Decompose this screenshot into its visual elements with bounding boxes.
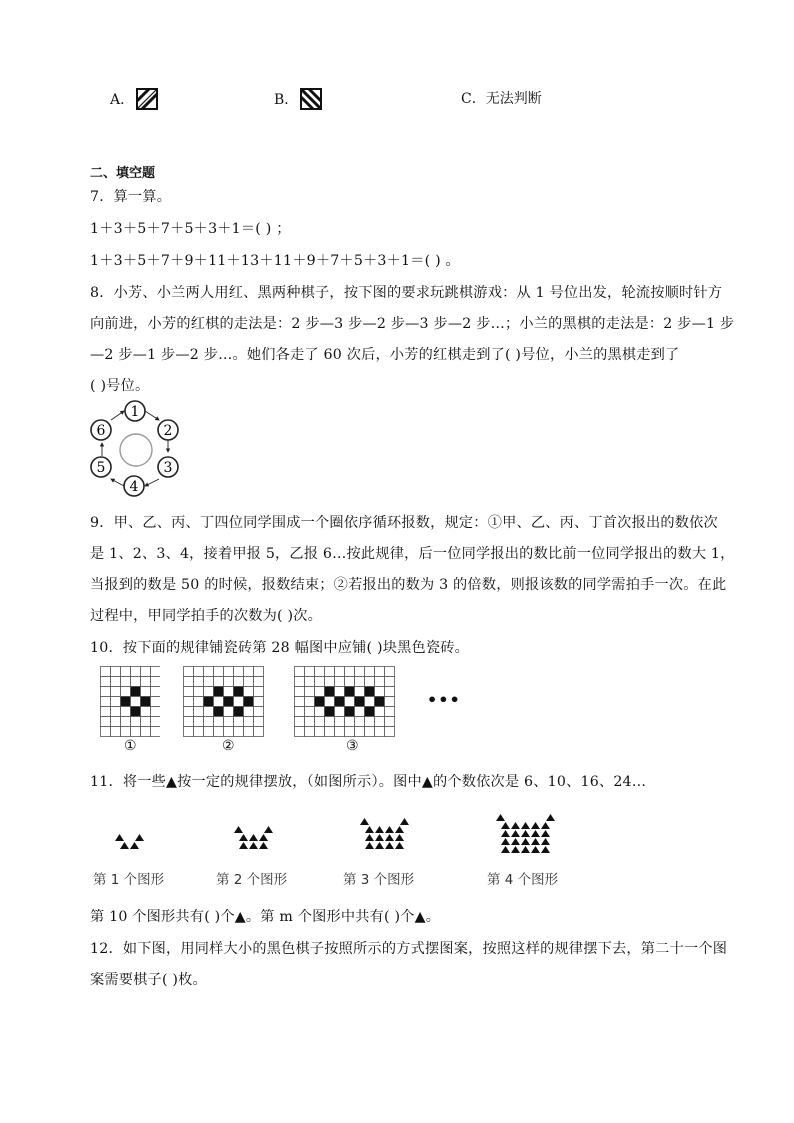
white-tile	[204, 727, 214, 737]
option-c-label: C．无法判断	[461, 91, 542, 107]
white-tile	[204, 667, 214, 677]
white-tile	[101, 667, 111, 677]
svg-text:3: 3	[163, 460, 173, 476]
white-tile	[345, 727, 355, 737]
triangle-mark	[385, 826, 394, 833]
white-tile	[345, 677, 355, 687]
q10-line-1: 10．按下面的规律铺瓷砖第 28 幅图中应铺( )块黑色瓷砖。	[90, 640, 470, 656]
white-tile	[121, 677, 131, 687]
white-tile	[131, 667, 141, 677]
triangle-mark	[259, 834, 268, 841]
triangle-mark	[501, 830, 510, 837]
white-tile	[194, 727, 204, 737]
white-tile	[111, 687, 121, 697]
white-tile	[194, 717, 204, 727]
triangle-mark	[130, 842, 139, 849]
triangle-mark	[249, 834, 258, 841]
white-tile	[254, 727, 264, 737]
white-tile	[194, 687, 204, 697]
white-tile	[111, 677, 121, 687]
white-tile	[305, 667, 315, 677]
triangle-mark	[249, 842, 258, 849]
white-tile	[184, 687, 194, 697]
svg-text:6: 6	[96, 423, 106, 439]
white-tile	[194, 667, 204, 677]
option-a-label: A．	[110, 92, 135, 108]
black-tile	[355, 697, 365, 707]
black-tile	[234, 687, 244, 697]
q12-line-2: 案需要棋子( )枚。	[90, 972, 207, 988]
white-tile	[315, 717, 325, 727]
white-tile	[101, 687, 111, 697]
position-1	[125, 401, 145, 421]
white-tile	[224, 707, 234, 717]
black-tile	[214, 687, 224, 697]
white-tile	[295, 667, 305, 677]
q7-line-1: 1＋3＋5＋7＋5＋3＋1＝( ) ；	[90, 221, 291, 237]
white-tile	[244, 677, 254, 687]
triangle-mark	[511, 838, 520, 845]
triangle-mark	[501, 822, 510, 829]
triangle-mark	[501, 838, 510, 845]
white-tile	[385, 677, 395, 687]
white-tile	[375, 717, 385, 727]
white-tile	[254, 687, 264, 697]
white-tile	[151, 697, 161, 707]
svg-text:1: 1	[130, 404, 140, 420]
white-tile	[151, 687, 161, 697]
black-tile	[131, 687, 141, 697]
white-tile	[365, 697, 375, 707]
white-tile	[111, 727, 121, 737]
white-tile	[335, 687, 345, 697]
white-tile	[141, 707, 151, 717]
white-tile	[355, 677, 365, 687]
white-tile	[335, 667, 345, 677]
white-tile	[101, 717, 111, 727]
black-tile	[204, 697, 214, 707]
q9-line-3: 当报到的数是 50 的时候，报数结束；②若报出的数为 3 的倍数，则报该数的同学需拍手一次。在此	[90, 577, 727, 593]
triangle-figure-1	[100, 812, 160, 852]
q12-line-1: 12．如下图，用同样大小的黑色棋子按照所示的方式摆图案，按照这样的规律摆下去，第二十一个图	[90, 941, 728, 957]
white-tile	[141, 667, 151, 677]
triangle-mark	[120, 842, 129, 849]
option-c[interactable]	[461, 88, 542, 108]
triangle-mark	[531, 838, 540, 845]
white-tile	[335, 727, 345, 737]
triangle-figure-4	[476, 800, 576, 856]
white-tile	[204, 707, 214, 717]
triangle-mark	[395, 826, 404, 833]
triangle-mark	[521, 846, 530, 853]
white-tile	[295, 677, 305, 687]
white-tile	[254, 707, 264, 717]
white-tile	[315, 727, 325, 737]
black-tile	[335, 697, 345, 707]
white-tile	[375, 677, 385, 687]
q8-line-1: 8．小芳、小兰两人用红、黑两种棋子，按下图的要求玩跳棋游戏：从 1 号位出发，轮流按顺时针方	[90, 285, 723, 301]
triangle-mark	[135, 834, 144, 841]
center-circle	[120, 434, 152, 466]
position-4	[124, 476, 144, 496]
triangle-figure-3	[340, 806, 430, 852]
white-tile	[315, 667, 325, 677]
white-tile	[385, 717, 395, 727]
position-5	[91, 457, 111, 477]
white-tile	[305, 687, 315, 697]
white-tile	[375, 707, 385, 717]
white-tile	[295, 697, 305, 707]
white-tile	[204, 717, 214, 727]
q9-line-2: 是 1、2、3、4，接着甲报 5，乙报 6…按此规律，后一位同学报出的数比前一位同学报出的数大 1，	[90, 546, 735, 562]
white-tile	[121, 727, 131, 737]
triangle-mark	[375, 834, 384, 841]
white-tile	[365, 677, 375, 687]
triangle-mark	[521, 822, 530, 829]
triangle-mark	[385, 834, 394, 841]
diagonal-slash-square-icon	[136, 88, 158, 110]
white-tile	[141, 687, 151, 697]
white-tile	[345, 697, 355, 707]
white-tile	[355, 667, 365, 677]
black-tile	[214, 707, 224, 717]
triangle-mark	[511, 822, 520, 829]
triangle-mark	[365, 842, 374, 849]
white-tile	[295, 707, 305, 717]
black-tile	[244, 697, 254, 707]
q7-title: 7．算一算。	[90, 189, 172, 205]
triangle-mark	[115, 834, 124, 841]
white-tile	[325, 667, 335, 677]
white-tile	[101, 677, 111, 687]
q7-line-2: 1＋3＋5＋7＋9＋11＋13＋11＋9＋7＋5＋3＋1＝( ) 。	[90, 253, 460, 269]
white-tile	[325, 717, 335, 727]
q9-line-1: 9．甲、乙、丙、丁四位同学围成一个圈依序循环报数，规定：①甲、乙、丙、丁首次报出的数依次	[90, 515, 718, 531]
white-tile	[355, 707, 365, 717]
white-tile	[335, 707, 345, 717]
white-tile	[315, 687, 325, 697]
q11-line-1: 11．将一些▲按一定的规律摆放，（如图所示）。图中▲的个数依次是 6、10、16、24…	[90, 774, 647, 790]
white-tile	[121, 717, 131, 727]
white-tile	[224, 667, 234, 677]
white-tile	[131, 727, 141, 737]
white-tile	[184, 707, 194, 717]
white-tile	[184, 717, 194, 727]
jump-chess-circle-diagram	[86, 398, 186, 498]
position-3	[158, 457, 178, 477]
white-tile	[151, 667, 161, 677]
white-tile	[385, 727, 395, 737]
triangle-mark	[365, 826, 374, 833]
white-tile	[131, 677, 141, 687]
q11-line-2: 第 10 个图形共有( )个▲。第 m 个图形中共有( )个▲。	[90, 909, 441, 925]
white-tile	[121, 687, 131, 697]
triangle-mark	[375, 842, 384, 849]
white-tile	[325, 697, 335, 707]
white-tile	[375, 667, 385, 677]
triangle-mark	[531, 830, 540, 837]
white-tile	[244, 717, 254, 727]
triangle-mark	[365, 834, 374, 841]
white-tile	[365, 667, 375, 677]
triangle-mark	[264, 826, 273, 833]
svg-text:5: 5	[96, 460, 106, 476]
white-tile	[234, 667, 244, 677]
figure-caption-4: 第 4 个图形	[487, 872, 559, 888]
tile-label-2: ②	[222, 738, 235, 754]
white-tile	[131, 697, 141, 707]
white-tile	[141, 727, 151, 737]
triangle-mark	[395, 834, 404, 841]
position-6	[91, 420, 111, 440]
svg-text:2: 2	[163, 423, 173, 439]
white-tile	[121, 707, 131, 717]
white-tile	[375, 687, 385, 697]
triangle-mark	[259, 842, 268, 849]
white-tile	[214, 727, 224, 737]
black-tile	[365, 687, 375, 697]
triangle-mark	[531, 846, 540, 853]
white-tile	[355, 717, 365, 727]
tile-pattern-3	[294, 666, 414, 737]
triangle-mark	[511, 830, 520, 837]
white-tile	[325, 677, 335, 687]
white-tile	[244, 667, 254, 677]
white-tile	[295, 687, 305, 697]
black-tile	[121, 697, 131, 707]
white-tile	[365, 727, 375, 737]
white-tile	[315, 677, 325, 687]
triangle-mark	[546, 814, 555, 821]
black-tile	[131, 707, 141, 717]
white-tile	[224, 687, 234, 697]
white-tile	[111, 707, 121, 717]
white-tile	[111, 697, 121, 707]
black-tile	[345, 687, 355, 697]
white-tile	[184, 677, 194, 687]
q8-line-4: ( )号位。	[90, 378, 150, 394]
white-tile	[194, 677, 204, 687]
white-tile	[151, 717, 161, 727]
white-tile	[335, 677, 345, 687]
white-tile	[234, 697, 244, 707]
triangle-mark	[511, 846, 520, 853]
white-tile	[131, 717, 141, 727]
white-tile	[345, 667, 355, 677]
black-tile	[141, 697, 151, 707]
white-tile	[141, 677, 151, 687]
white-tile	[194, 707, 204, 717]
option-b[interactable]	[274, 88, 322, 110]
triangle-mark	[501, 846, 510, 853]
white-tile	[214, 677, 224, 687]
black-tile	[234, 707, 244, 717]
svg-text:4: 4	[129, 479, 139, 495]
tile-pattern-1	[100, 666, 160, 737]
black-tile	[325, 687, 335, 697]
white-tile	[335, 717, 345, 727]
white-tile	[151, 707, 161, 717]
position-2	[158, 420, 178, 440]
white-tile	[234, 677, 244, 687]
white-tile	[315, 707, 325, 717]
white-tile	[224, 727, 234, 737]
q8-line-3: —2 步—1 步—2 步…。她们各走了 60 次后，小芳的红棋走到了( )号位，小兰的黑棋走到了	[90, 347, 680, 363]
white-tile	[101, 707, 111, 717]
triangle-mark	[521, 838, 530, 845]
white-tile	[234, 727, 244, 737]
section-title: 二、填空题	[90, 166, 156, 181]
white-tile	[305, 727, 315, 737]
triangle-mark	[531, 822, 540, 829]
white-tile	[214, 717, 224, 727]
black-tile	[224, 697, 234, 707]
tile-label-1: ①	[124, 738, 137, 754]
black-tile	[345, 707, 355, 717]
white-tile	[101, 727, 111, 737]
white-tile	[214, 697, 224, 707]
white-tile	[121, 667, 131, 677]
white-tile	[365, 717, 375, 727]
white-tile	[375, 727, 385, 737]
white-tile	[151, 677, 161, 687]
white-tile	[204, 677, 214, 687]
white-tile	[295, 717, 305, 727]
triangle-mark	[360, 818, 369, 825]
white-tile	[295, 727, 305, 737]
option-a[interactable]	[110, 88, 158, 110]
white-tile	[254, 667, 264, 677]
white-tile	[184, 727, 194, 737]
black-tile	[365, 707, 375, 717]
white-tile	[234, 717, 244, 727]
black-tile	[325, 707, 335, 717]
white-tile	[355, 687, 365, 697]
triangle-mark	[239, 834, 248, 841]
tile-label-3: ③	[346, 738, 359, 754]
white-tile	[141, 717, 151, 727]
white-tile	[214, 667, 224, 677]
q8-line-2: 向前进，小芳的红棋的走法是：2 步—3 步—2 步—3 步—2 步…；小兰的黑棋的走法是：2 步—1 步	[90, 316, 735, 332]
continuation-ellipsis: •••	[427, 690, 461, 709]
triangle-mark	[541, 838, 550, 845]
triangle-figure-2	[214, 812, 294, 852]
white-tile	[325, 727, 335, 737]
white-tile	[355, 727, 365, 737]
triangle-mark	[541, 822, 550, 829]
triangle-mark	[541, 846, 550, 853]
white-tile	[345, 717, 355, 727]
white-tile	[101, 697, 111, 707]
white-tile	[385, 707, 395, 717]
figure-caption-2: 第 2 个图形	[216, 872, 288, 888]
black-tile	[375, 697, 385, 707]
diagonal-backslash-square-icon	[300, 88, 322, 110]
white-tile	[254, 697, 264, 707]
white-tile	[204, 687, 214, 697]
white-tile	[385, 697, 395, 707]
figure-caption-3: 第 3 个图形	[343, 872, 415, 888]
white-tile	[244, 727, 254, 737]
white-tile	[111, 717, 121, 727]
triangle-mark	[234, 826, 243, 833]
triangle-mark	[375, 826, 384, 833]
triangle-mark	[400, 818, 409, 825]
tile-pattern-2	[183, 666, 273, 737]
white-tile	[385, 687, 395, 697]
white-tile	[194, 697, 204, 707]
white-tile	[385, 667, 395, 677]
triangle-mark	[496, 814, 505, 821]
white-tile	[184, 667, 194, 677]
white-tile	[305, 707, 315, 717]
white-tile	[151, 727, 161, 737]
white-tile	[184, 697, 194, 707]
white-tile	[244, 687, 254, 697]
triangle-mark	[541, 830, 550, 837]
option-b-label: B．	[274, 92, 299, 108]
white-tile	[224, 717, 234, 727]
q9-line-4: 过程中，甲同学拍手的次数为( )次。	[90, 608, 322, 624]
triangle-mark	[395, 842, 404, 849]
triangle-mark	[385, 842, 394, 849]
white-tile	[305, 697, 315, 707]
white-tile	[111, 667, 121, 677]
white-tile	[244, 707, 254, 717]
white-tile	[224, 677, 234, 687]
white-tile	[254, 677, 264, 687]
white-tile	[254, 717, 264, 727]
figure-caption-1: 第 1 个图形	[93, 872, 165, 888]
triangle-mark	[521, 830, 530, 837]
white-tile	[305, 717, 315, 727]
triangle-mark	[239, 842, 248, 849]
black-tile	[315, 697, 325, 707]
white-tile	[305, 677, 315, 687]
